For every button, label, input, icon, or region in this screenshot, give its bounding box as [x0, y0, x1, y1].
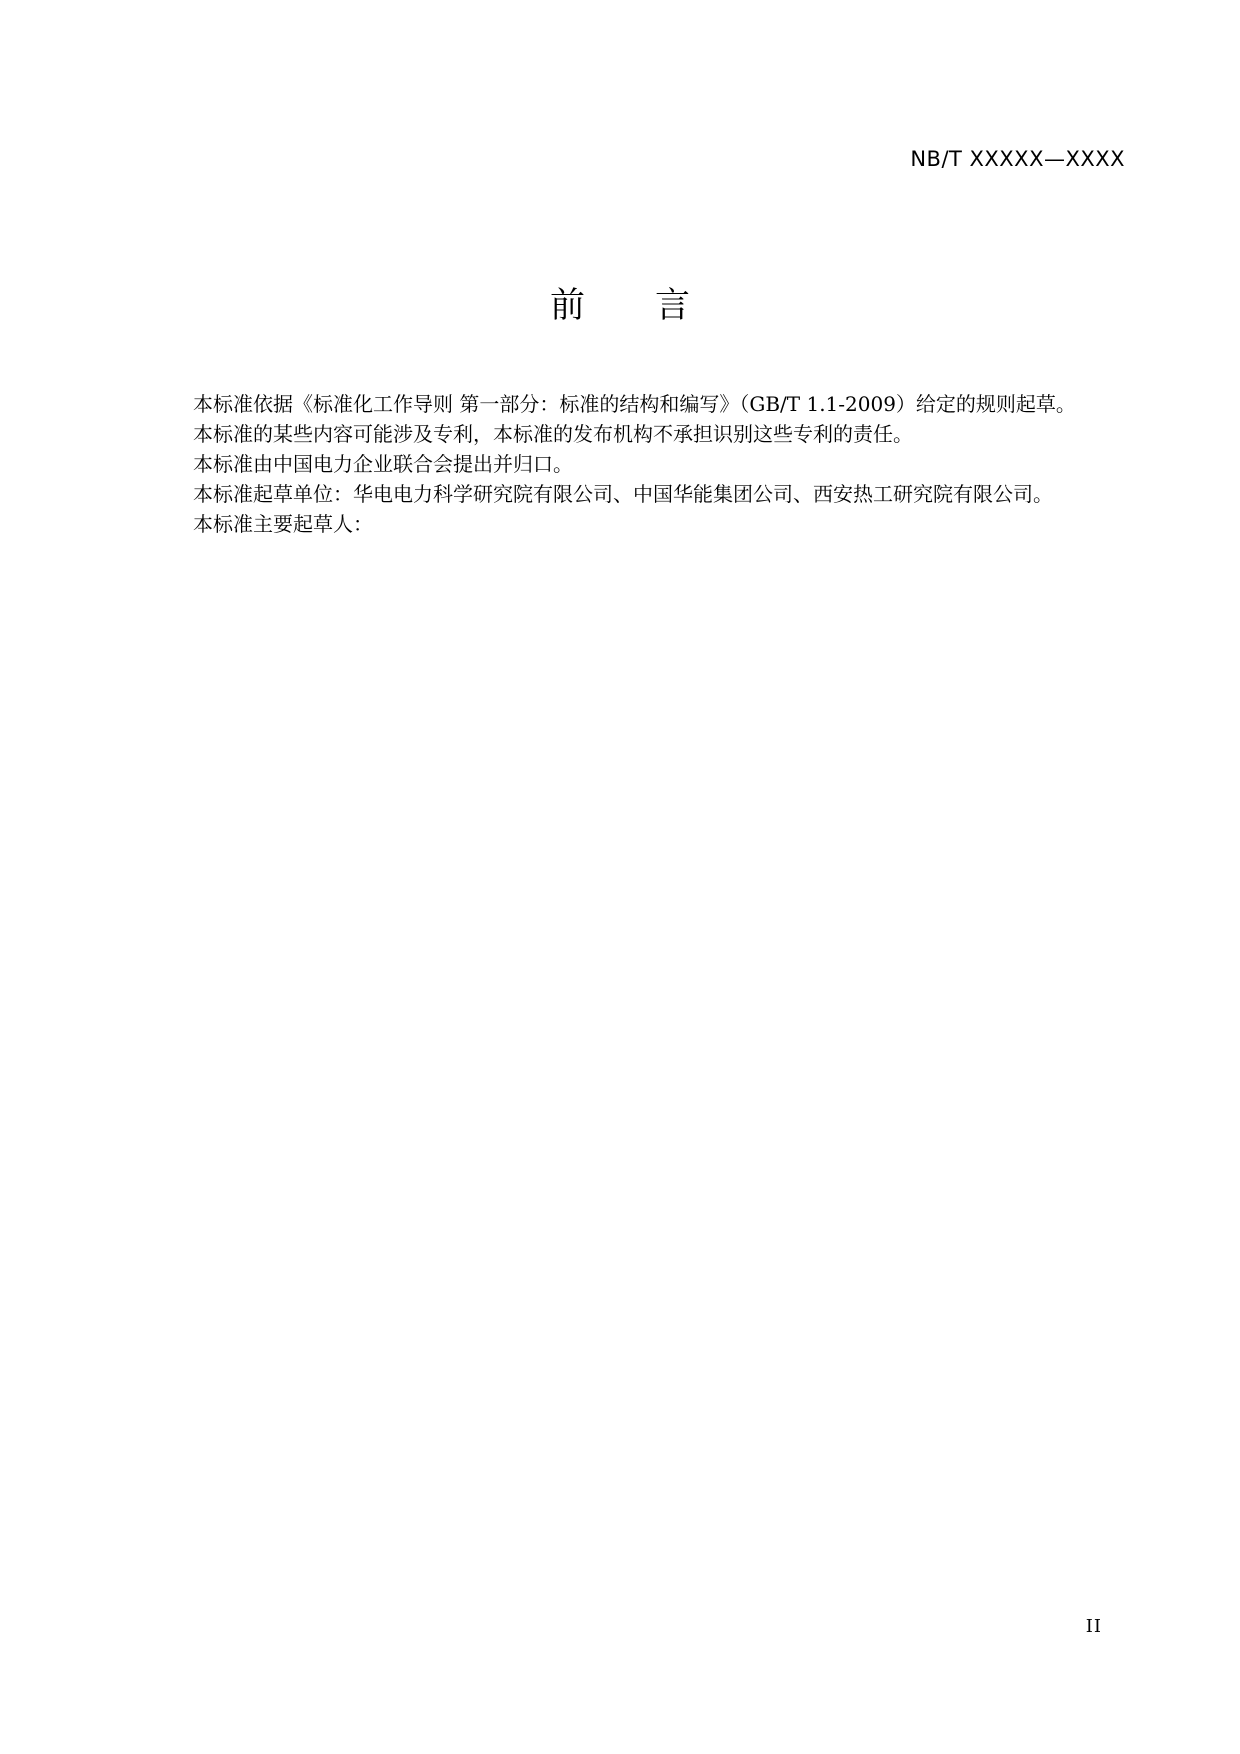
- standard-code: NB/T XXXXX—XXXX: [910, 147, 1125, 171]
- paragraph-proposer: 本标准由中国电力企业联合会提出并归口。: [193, 452, 573, 476]
- paragraph-drafting-units: 本标准起草单位：华电电力科学研究院有限公司、中国华能集团公司、西安热工研究院有限公司。: [193, 482, 1053, 506]
- page-number: II: [1085, 1616, 1102, 1637]
- paragraph-drafters: 本标准主要起草人：: [193, 512, 373, 536]
- paragraph-drafting-rules: 本标准依据《标准化工作导则 第一部分：标准的结构和编写》（GB/T 1.1-2009）给定的规则起草。: [193, 392, 1076, 416]
- paragraph-patent-notice: 本标准的某些内容可能涉及专利，本标准的发布机构不承担识别这些专利的责任。: [193, 422, 913, 446]
- preface-body: [193, 389, 1143, 539]
- page-title: 前 言: [549, 286, 690, 326]
